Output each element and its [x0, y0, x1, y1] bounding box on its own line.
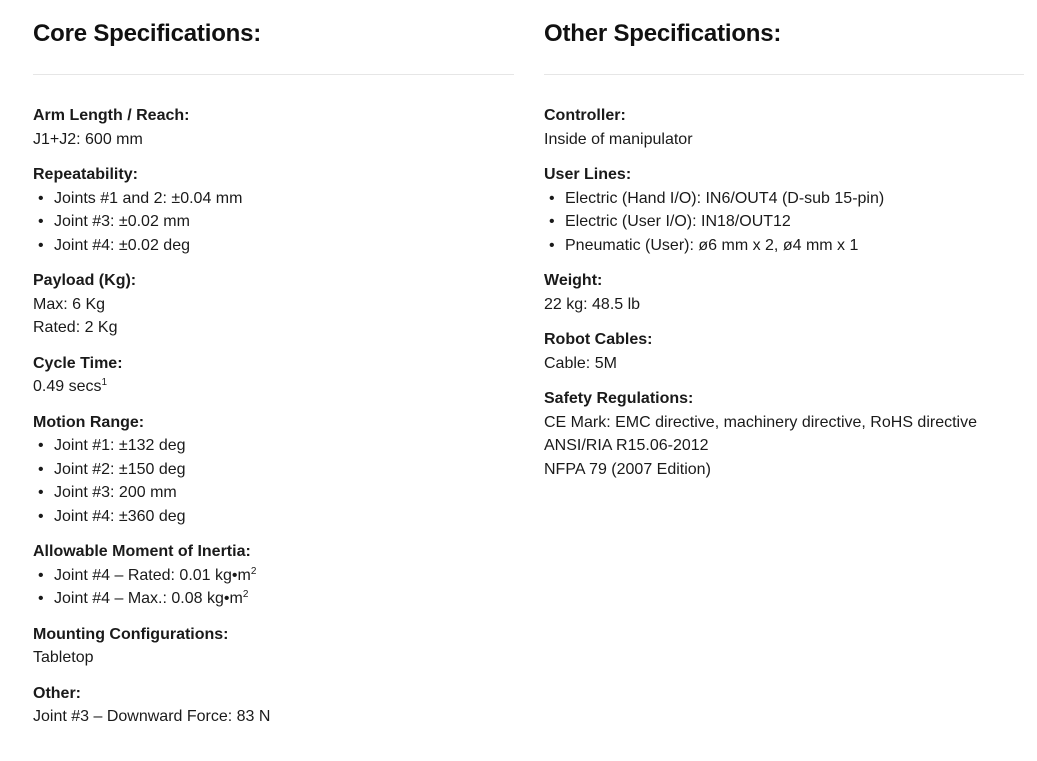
spec-weight: [544, 269, 1024, 316]
spec-label: Robot Cables:: [544, 331, 653, 348]
spec-payload: [33, 269, 514, 340]
spec-value: Inside of manipulator: [544, 130, 693, 148]
spec-other: [33, 682, 514, 729]
spec-label: Payload (Kg):: [33, 272, 137, 289]
section-divider: [33, 74, 514, 75]
spec-robot-cables: [544, 328, 1024, 375]
bullet-icon: •: [38, 213, 44, 230]
spec-value: NFPA 79 (2007 Edition): [544, 460, 711, 478]
spec-label: Repeatability:: [33, 166, 138, 183]
spec-value: Tabletop: [33, 649, 94, 666]
list-item: • Electric (User I/O): IN18/OUT12: [544, 210, 1024, 234]
list-item: • Joint #4 – Max.: 0.08 $kg•m^2$: [33, 587, 514, 611]
list-item: • Pneumatic (User): ø6 mm x 2, ø4 mm x 1: [544, 234, 1024, 258]
list-item: • Joint #3: ±0.02 mm: [33, 210, 514, 234]
list-item: • Joint #4: ±0.02 deg: [33, 234, 514, 258]
spec-value: Max: 6 Kg: [33, 295, 106, 313]
list-item: • Joint #4 – Rated: 0.01 $kg•m^2$: [33, 564, 514, 588]
spec-value: ANSI/RIA R15.06-2012: [544, 437, 709, 454]
bullet-icon: •: [38, 590, 44, 607]
bullet-icon: •: [549, 236, 555, 254]
spec-value: 0.49 secs$^1$: [33, 377, 108, 395]
spec-value: 22 kg: 48.5 lb: [544, 295, 641, 313]
spec-value: CE Mark: EMC directive, machinery directive, RoHS directive: [544, 413, 978, 431]
spec-motion-range: [33, 411, 514, 529]
spec-label: Weight:: [544, 272, 603, 289]
spec-value: Cable: 5M: [544, 354, 617, 372]
spec-arm-length: [33, 104, 514, 151]
spec-label: Cycle Time:: [33, 354, 123, 372]
bullet-icon: •: [38, 189, 44, 207]
core-specifications-heading: Core Specifications:: [33, 20, 262, 47]
bullet-icon: •: [38, 566, 44, 584]
spec-moment-of-inertia: [33, 540, 514, 611]
spec-repeatability: [33, 163, 514, 257]
spec-label: Motion Range:: [33, 413, 145, 431]
spec-label: Arm Length / Reach:: [33, 107, 190, 124]
section-divider: [544, 74, 1024, 75]
bullet-icon: •: [549, 213, 555, 230]
repeatability-list: [33, 187, 514, 258]
bullet-icon: •: [38, 437, 44, 454]
other-specs-list: [544, 104, 1024, 493]
spec-label: Safety Regulations:: [544, 390, 694, 407]
spec-mounting: [33, 623, 514, 670]
user-lines-list: [544, 187, 1024, 258]
list-item: • Joint #2: ±150 deg: [33, 458, 514, 482]
bullet-icon: •: [38, 507, 44, 525]
core-specs-list: [33, 104, 514, 741]
other-specifications-heading: Other Specifications:: [544, 20, 782, 47]
bullet-icon: •: [38, 460, 44, 478]
list-item: • Joint #3: 200 mm: [33, 481, 514, 505]
spec-label: Mounting Configurations:: [33, 625, 229, 643]
inertia-list: [33, 564, 514, 611]
motion-range-list: [33, 434, 514, 528]
spec-safety-regulations: [544, 387, 1024, 481]
list-item: • Joint #1: ±132 deg: [33, 434, 514, 458]
spec-value: Rated: 2 Kg: [33, 319, 118, 336]
bullet-icon: •: [38, 484, 44, 501]
spec-user-lines: [544, 163, 1024, 257]
bullet-icon: •: [549, 189, 555, 207]
spec-controller: [544, 104, 1024, 151]
spec-value: J1+J2: 600 mm: [33, 130, 143, 148]
bullet-icon: •: [38, 236, 44, 254]
list-item: • Joints #1 and 2: ±0.04 mm: [33, 187, 514, 211]
spec-label: User Lines:: [544, 166, 632, 183]
spec-label: Other:: [33, 684, 81, 702]
spec-label: Allowable Moment of Inertia:: [33, 543, 251, 560]
footnote-marker: 1: [101, 377, 108, 388]
spec-cycle-time: [33, 352, 514, 399]
spec-label: Controller:: [544, 107, 626, 124]
list-item: • Electric (Hand I/O): IN6/OUT4 (D-sub 15-pin): [544, 187, 1024, 211]
spec-value: Joint #3 – Downward Force: 83 N: [33, 708, 271, 725]
list-item: • Joint #4: ±360 deg: [33, 505, 514, 529]
